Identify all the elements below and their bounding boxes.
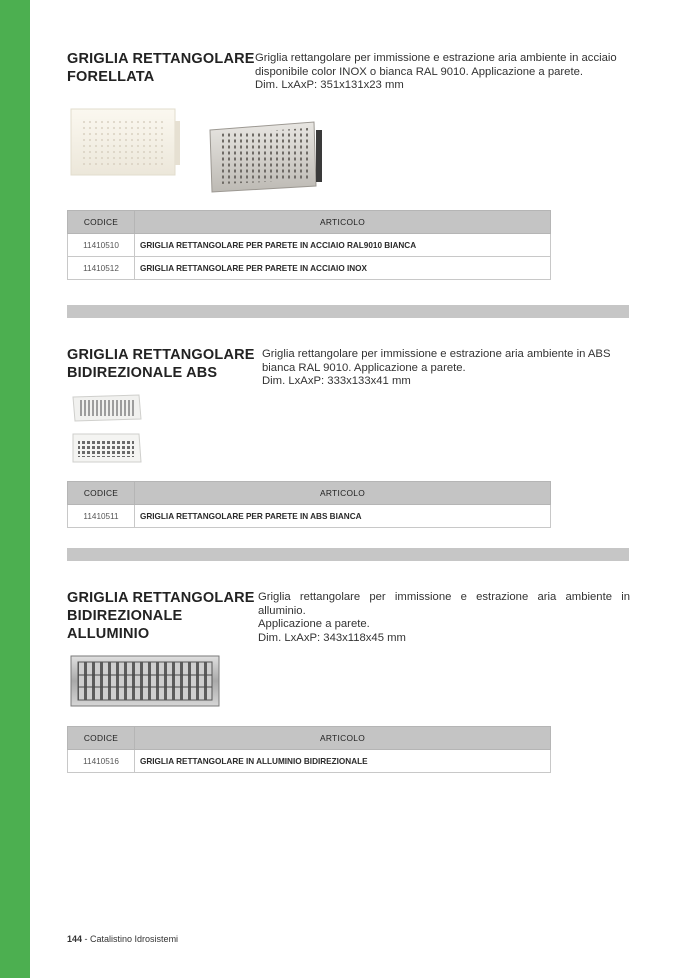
table-row [68, 750, 551, 773]
page-footer [67, 934, 178, 944]
table-row [68, 234, 551, 257]
product-image-white-grille [69, 107, 181, 177]
product-title [67, 589, 255, 643]
product-title-line: GRIGLIA RETTANGOLARE [67, 590, 255, 606]
column-header-code: CODICE [68, 482, 135, 505]
table-header-row [68, 727, 551, 750]
product-section-forellata [67, 50, 630, 285]
product-title [67, 50, 255, 86]
table-header-row [68, 482, 551, 505]
product-article: GRIGLIA RETTANGOLARE IN ALLUMINIO BIDIREZIONALE [135, 750, 551, 773]
product-section-bidirezionale-alluminio [67, 589, 630, 779]
product-title-line: FORELLATA [67, 69, 155, 85]
product-description [255, 52, 630, 93]
product-table [67, 210, 551, 280]
table-header-row [68, 211, 551, 234]
table-row [68, 505, 551, 528]
product-dimensions: Dim. LxAxP: 333x133x41 mm [262, 375, 411, 387]
product-code: 11410511 [68, 505, 135, 528]
product-code: 11410516 [68, 750, 135, 773]
column-header-article: ARTICOLO [135, 211, 551, 234]
description-line: disponibile color INOX o bianca RAL 9010. Applicazione a parete. [255, 65, 584, 78]
product-image-abs-grille-angled [71, 430, 143, 466]
product-article: GRIGLIA RETTANGOLARE PER PARETE IN ABS BIANCA [135, 505, 551, 528]
column-header-article: ARTICOLO [135, 727, 551, 750]
product-title-line: BIDIREZIONALE [67, 608, 183, 624]
product-description [258, 591, 630, 645]
table-row [68, 257, 551, 280]
product-dimensions: Dim. LxAxP: 351x131x23 mm [255, 79, 404, 91]
column-header-code: CODICE [68, 727, 135, 750]
product-table [67, 481, 551, 528]
description-line: Griglia rettangolare per immissione e estrazione aria ambiente in acciaio [255, 52, 617, 64]
product-title-line: ALLUMINIO [67, 626, 150, 642]
catalog-name: - Catalistino Idrosistemi [82, 934, 179, 944]
product-image-inox-grille [208, 120, 328, 196]
product-section-bidirezionale-abs [67, 346, 630, 536]
product-description [262, 348, 630, 389]
product-title-line: BIDIREZIONALE ABS [67, 365, 218, 381]
product-article: GRIGLIA RETTANGOLARE PER PARETE IN ACCIAIO RAL9010 BIANCA [135, 234, 551, 257]
product-image-aluminium-grille [70, 655, 220, 707]
description-line: bianca RAL 9010. Applicazione a parete. [262, 361, 466, 374]
product-title [67, 346, 255, 382]
product-title-line: GRIGLIA RETTANGOLARE [67, 347, 255, 363]
column-header-article: ARTICOLO [135, 482, 551, 505]
column-header-code: CODICE [68, 211, 135, 234]
product-image-abs-grille-front [71, 393, 143, 423]
description-line: Applicazione a parete. [258, 618, 370, 630]
product-code: 11410512 [68, 257, 135, 280]
product-table [67, 726, 551, 773]
product-code: 11410510 [68, 234, 135, 257]
side-color-bar [0, 0, 30, 978]
description-line: Griglia rettangolare per immissione e estrazione aria ambiente in alluminio. [258, 591, 630, 617]
description-line: Griglia rettangolare per immissione e estrazione aria ambiente in ABS [262, 348, 611, 360]
product-dimensions: Dim. LxAxP: 343x118x45 mm [258, 631, 406, 644]
product-title-line: GRIGLIA RETTANGOLARE [67, 51, 255, 67]
section-divider [67, 548, 629, 561]
page-number: 144 [67, 934, 83, 944]
section-divider [67, 305, 629, 318]
product-article: GRIGLIA RETTANGOLARE PER PARETE IN ACCIAIO INOX [135, 257, 551, 280]
